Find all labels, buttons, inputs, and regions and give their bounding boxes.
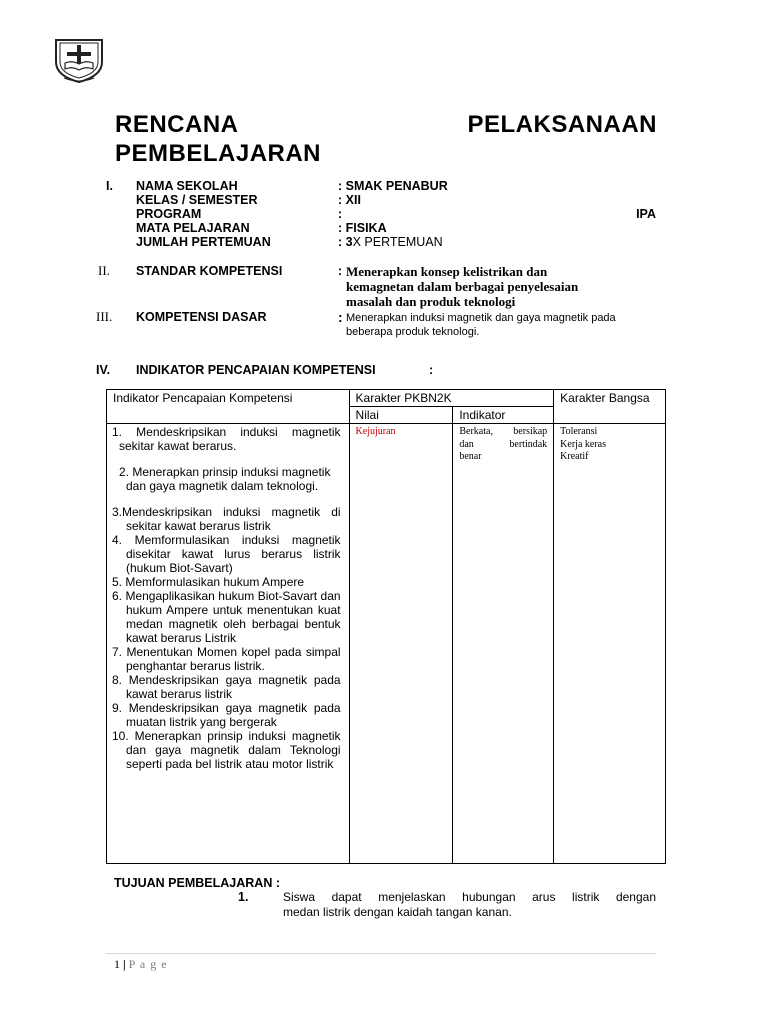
karakter-kreatif: Kreatif	[560, 451, 589, 462]
label-standar-kompetensi: STANDAR KOMPETENSI	[136, 264, 283, 278]
indikator-cell	[453, 424, 554, 864]
indicator-item-2: 2. Menerapkan prinsip induksi magnetik dan gaya magnetik dalam teknologi.	[119, 465, 331, 493]
section-3-colon: :	[338, 309, 343, 325]
document-title	[115, 110, 657, 168]
section-1-labels	[136, 179, 271, 249]
label-kelas-semester: KELAS / SEMESTER	[136, 193, 258, 207]
value-mata-pelajaran: : FISIKA	[338, 221, 387, 235]
section-4-roman: IV.	[96, 363, 111, 377]
title-word-rencana: RENCANA	[115, 111, 239, 138]
section-1-roman: I.	[106, 179, 113, 193]
page-footer	[114, 957, 168, 972]
indicator-item-4: 4. Memformulasikan induksi magnetik disekitar kawat lurus berarus listrik (hukum Biot-Savart)	[112, 533, 341, 575]
label-kompetensi-dasar: KOMPETENSI DASAR	[136, 310, 267, 324]
header-karakter-bangsa: Karakter Bangsa	[554, 390, 666, 424]
kompetensi-dasar-text	[346, 311, 616, 339]
indicator-item-5: 5. Memformulasikan hukum Ampere	[112, 575, 305, 589]
value-jumlah-rest: X PERTEMUAN	[352, 235, 443, 249]
header-karakter-pkbn2k: Karakter PKBN2K	[349, 390, 554, 407]
nilai-cell	[349, 424, 453, 864]
standar-kompetensi-text	[346, 264, 578, 309]
label-indikator: INDIKATOR PENCAPAIAN KOMPETENSI	[136, 363, 376, 377]
karakter-toleransi: Toleransi	[560, 426, 598, 437]
page-separator: |	[123, 957, 126, 971]
value-program: :	[338, 207, 343, 221]
indicator-item-1: 1. Mendeskripsikan induksi magnetik sekitar kawat berarus.	[112, 425, 341, 453]
sk-line-2: kemagnetan dalam berbagai penyelesaian	[346, 279, 579, 294]
indicator-item-10: 10. Menerapkan prinsip induksi magnetik dan gaya magnetik dalam Teknologi seperti pada bel listrik atau motor listrik	[112, 729, 341, 771]
section-2-roman: II.	[98, 263, 110, 278]
karakter-bangsa-cell	[554, 424, 666, 864]
section-2-colon: :	[338, 264, 343, 278]
value-program-ipa: IPA	[636, 207, 656, 221]
indicator-item-6: 6. Mengaplikasikan hukum Biot-Savart dan hukum Ampere untuk menentukan kuat medan magnetik oleh berbagai bentuk kawat berarus Listrik	[112, 589, 341, 645]
footer-divider	[106, 953, 656, 954]
program-row	[338, 207, 656, 221]
kd-line-1: Menerapkan induksi magnetik dan gaya magnetik pada	[346, 312, 616, 324]
sk-line-1: Menerapkan konsep kelistrikan dan	[346, 264, 548, 279]
tujuan-text	[283, 890, 656, 920]
label-jumlah-pertemuan: JUMLAH PERTEMUAN	[136, 235, 271, 249]
title-word-pembelajaran: PEMBELAJARAN	[115, 140, 322, 167]
section-3-roman: III.	[96, 309, 113, 324]
header-indikator-pencapaian: Indikator Pencapaian Kompetensi	[107, 390, 350, 424]
indicator-item-8: 8. Mendeskripsikan gaya magnetik pada kawat berarus listrik	[112, 673, 341, 701]
label-mata-pelajaran: MATA PELAJARAN	[136, 221, 250, 235]
sk-line-3: masalah dan produk teknologi	[346, 294, 516, 309]
label-nama-sekolah: NAMA SEKOLAH	[136, 179, 238, 193]
subheader-indikator: Indikator	[453, 407, 554, 424]
label-program: PROGRAM	[136, 207, 202, 221]
page-number: 1	[114, 957, 120, 971]
value-jumlah-bold: : 3	[338, 235, 353, 249]
indikator-line-2: dan bertindak	[459, 438, 548, 450]
indicator-list-cell	[107, 424, 350, 864]
title-word-pelaksanaan: PELAKSANAAN	[467, 111, 657, 138]
subheader-nilai: Nilai	[349, 407, 453, 424]
indicator-item-9: 9. Mendeskripsikan gaya magnetik pada muatan listrik yang bergerak	[112, 701, 341, 729]
section-1-values	[338, 179, 656, 249]
label-tujuan: TUJUAN PEMBELAJARAN :	[114, 876, 280, 890]
indikator-table	[106, 389, 666, 864]
karakter-kerja-keras: Kerja keras	[560, 438, 606, 450]
value-jumlah-pertemuan	[338, 235, 656, 249]
value-nama-sekolah: : SMAK PENABUR	[338, 179, 448, 193]
indikator-line-3: benar	[459, 451, 482, 462]
indicator-item-3: 3.Mendeskripsikan induksi magnetik di sekitar kawat berarus listrik	[112, 505, 341, 533]
table-header-row	[107, 390, 666, 407]
tujuan-line-2: medan listrik dengan kaidah tangan kanan.	[283, 905, 512, 919]
indikator-line-1: Berkata, bersikap	[459, 426, 548, 437]
nilai-kejujuran: Kejujuran	[355, 426, 396, 437]
value-kelas-semester: : XII	[338, 193, 361, 207]
tujuan-number: 1.	[238, 890, 249, 904]
page-label: P a g e	[128, 957, 168, 971]
table-body-row	[107, 424, 666, 864]
indicator-item-7: 7. Menentukan Momen kopel pada simpal penghantar berarus listrik.	[112, 645, 341, 673]
kd-line-2: beberapa produk teknologi.	[346, 326, 480, 338]
school-logo	[50, 36, 108, 84]
section-4-colon: :	[429, 363, 434, 377]
tujuan-line-1: Siswa dapat menjelaskan hubungan arus listrik dengan	[283, 890, 656, 904]
